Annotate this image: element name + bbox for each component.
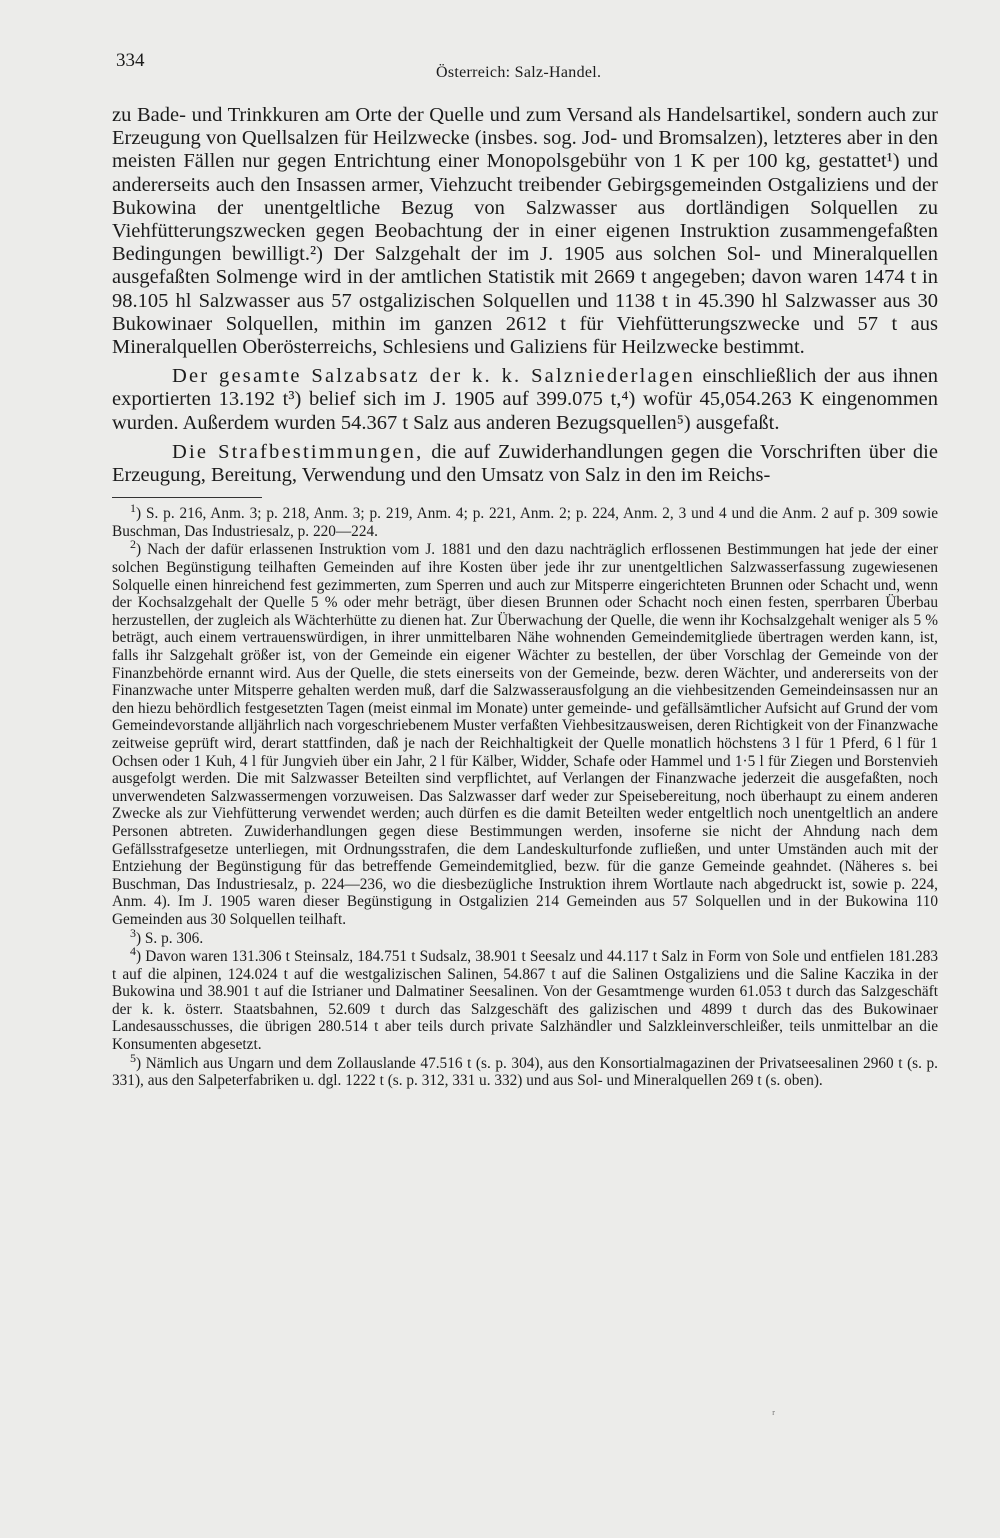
footnote-text: S. p. 306. [144,929,204,947]
footnote-marker: 2 [130,537,136,552]
footnote: $^5$) Nämlich aus Ungarn und dem Zollauslande 47.516 t (s. p. 304), aus den Konsortialmagazinen der Privatseesalinen 2960 t (s. p. 331), aus den Salpeterfabriken u. dgl. 1222 t (s. p. 312, 331 u. 332) und aus Sol- und Mineralquellen 269 t (s. oben). [112,1050,939,1090]
footnote: $^2$) Nach der dafür erlassenen Instruktion vom J. 1881 und den dazu nachträglich erflossenen Bestimmungen hat jede der einer solchen Begünstigung teilhaften Gemeinden auf ihre Kosten über jede ihr zur unentgeltlichen Salzwasserfassung zugewiesenen Solquelle einen hinreichend fest gezimmerten, zum Sperren und auch zur Mitsperre eingerichteten Brunnen oder Schacht und, wenn der Kochsalzgehalt der Quelle 5 % oder mehr beträgt, über diesen Brunnen oder Schacht noch einen festen, sperrbaren Überbau herzustellen, der zugleich als Wächterhütte zu dienen hat. Zur Überwachung der Quelle, die wenn ihr Kochsalzgehalt weniger als 5 % beträgt, auch einem vertrauenswürdigen, in ihrer unmittelbaren Nähe wohnenden Gemeindemitgliede übertragen werden kann, ist, falls ihr Salzgehalt größer ist, von der Gemeinde ein eigener Wächter zu bestellen, der über Vorschlag der Gemeinde von der Finanzbehörde ernannt wird. Aus der Quelle, die stets einerseits von der Gemeinde, bezw. deren Wächter, und andererseits von der Finanzwache unter Mitsperre gehalten werden muß, darf die Salzwasserausfolgung an die viehbesitzenden Gemeindeinsassen nur an den hiezu behördlich festgesetzten Tagen (meist einmal im Monate) unter gemeinde- und gefällsämtlicher Aufsicht auf Grund der vom Gemeindevorstande alljährlich nach vorgeschriebenem Muster verfaßten Viehbesitzausweisen, deren Richtigkeit von der Finanzwache zeitweise geprüft wird, derart stattfinden, daß je nach der Reichhaltigkeit der Quelle monatlich höchstens 3 l für 1 Pferd, 6 l für 1 Ochsen oder 1 Kuh, 4 l für Jungvieh über ein Jahr, 2 l für Kälber, Widder, Schafe oder Hammel und 1·5 l für Ziegen und Borstenvieh ausgefolgt werden. Die mit Salzwasser Beteilten sind verpflichtet, auf Verlangen der Finanzwache jederzeit die ausgefaßten, noch unverwendeten Salzwassermengen vorzuweisen. Das Salzwasser darf weder zur Speisebereitung, noch überhaupt zu einem anderen Zwecke als zur Viehfütterung verwendet werden; auch dürfen es die damit Beteilten weder entgeltlich noch unentgeltlich an andere Personen abtreten. Zuwiderhandlungen gegen diese Bestimmungen werden, insoferne sie nicht der Ahndung nach dem Gefällsstrafgesetze unterliegen, mit Ordnungsstrafen, die dem Landeskulturfonde zufließen, und unter Umständen auch mit der Entziehung der Begünstigung für das betreffende Gemeindemitglied, bezw. für die ganze Gemeinde geahndet. (Näheres s. bei Buschman, Das Industriesalz, p. 224—236, wo die diesbezügliche Instruktion ihrem Wortlaute nach abgedruckt ist, sowie p. 224, Anm. 4). Im J. 1905 waren dieser Begünstigung in Ostgalizien 214 Gemeinden aus 57 Solquellen und in der Bukowina 110 Gemeinden aus 30 Solquellen teilhaft. [112,537,938,928]
paragraph [112,441,938,487]
footnote-marker: 4 [130,944,136,958]
footnote-text: Nach der dafür erlassenen Instruktion vom J. 1881 und den dazu nachträglich erflossenen Bestimmungen hat jede der einer solchen Begünstigung teilhaften Gemeinden auf ihre Kosten über jede ihr zur unentgeltlichen Salzwasserfassung zugewiesenen Solquelle einen hinreichend fest gezimmerten, zum Sperren und auch zur Mitsperre eingerichteten Brunnen oder Schacht und, wenn der Kochsalzgehalt der Quelle 5 % oder mehr beträgt, über diesen Brunnen oder Schacht noch einen festen, sperrbaren Überbau herzustellen, der zugleich als Wächterhütte zu dienen hat. Zur Überwachung der Quelle, die wenn ihr Kochsalzgehalt weniger als 5 % beträgt, auch einem vertrauenswürdigen, in ihrer unmittelbaren Nähe wohnenden Gemeindemitgliede übertragen werden kann, ist, falls ihr Salzgehalt größer ist, von der Gemeinde ein eigener Wächter zu bestellen, der über Vorschlag der Gemeinde von der Finanzbehörde ernannt wird. Aus der Quelle, die stets einerseits von der Gemeinde, bezw. deren Wächter, und andererseits von der Finanzwache unter Mitsperre gehalten werden muß, darf die Salzwasserausfolgung an die viehbesitzenden Gemeindeinsassen nur an den hiezu behördlich festgesetzten Tagen (meist einmal im Monate) unter gemeinde- und gefällsämtlicher Aufsicht auf Grund der vom Gemeindevorstande alljährlich nach vorgeschriebenem Muster verfaßten Viehbesitzausweisen, deren Richtigkeit von der Finanzwache zeitweise geprüft wird, derart stattfinden, daß je nach der Reichhaltigkeit der Quelle monatlich höchstens 3 l für 1 Pferd, 6 l für 1 Ochsen oder 1 Kuh, 4 l für Jungvieh über ein Jahr, 2 l für Kälber, Widder, Schafe oder Hammel und 1·5 l für Ziegen und Borstenvieh ausgefolgt werden. Die mit Salzwasser Beteilten sind verpflichtet, auf Verlangen der Finanzwache jederzeit die ausgefaßten, noch unverwendeten Salzwassermengen vorzuweisen. Das Salzwasser darf weder zur Speisebereitung, noch überhaupt zu einem anderen Zwecke als zur Viehfütterung verwendet werden; auch dürfen es die damit Beteilten weder entgeltlich noch unentgeltlich an andere Personen abtreten. Zuwiderhandlungen gegen diese Bestimmungen werden, insoferne sie nicht der Ahndung nach dem Gefällsstrafgesetze unterliegen, mit Ordnungsstrafen, die dem Landeskulturfonde zufließen, und unter Umständen auch mit der Entziehung der Begünstigung für das betreffende Gemeindemitglied, bezw. für die ganze Gemeinde geahndet. (Näheres s. bei Buschman, Das Industriesalz, p. 224—236, wo die diesbezügliche Instruktion ihrem Wortlaute nach abgedruckt ist, sowie p. 224, Anm. 4). Im J. 1905 waren dieser Begünstigung in Ostgalizien 214 Gemeinden aus 57 Solquellen und in der Bukowina 110 Gemeinden aus 30 Solquellen teilhaft. [112,541,938,928]
footnote-marker: 1 [130,501,136,516]
footnote-marker: 5 [130,1050,136,1065]
footnote: $^4$) Davon waren 131.306 t Steinsalz, 184.751 t Sudsalz, 38.901 t Seesalz und 44.117 t Salz in Form von Sole und entfielen 181.283 t auf die alpinen, 124.024 t auf die westgalizischen Salinen, 54.867 t auf die Salinen Ostgaliziens und die Saline Kaczika in der Bukowina und 38.901 t auf die Istrianer und Dalmatiner Seesalinen. Von der Gesamtmenge wurden 61.053 t durch das Salzgeschäft der k. k. österr. Staatsbahnen, 52.609 t durch das Salzgeschäft des galizischen und 4899 t durch das des Bukowinaer Landesausschusses, die übrigen 280.514 t aber teils durch private Salzhändler und Salzkleinverschleißer, teils unmittelbar an die Konsumenten abgesetzt. [112,944,939,1054]
footnote-rule [112,497,262,498]
spaced-lead: Die Strafbestimmungen, [172,440,424,463]
footnote: $^3$) S. p. 306. [130,925,204,947]
paragraph-text: einschließlich der aus ihnen exportierten 13.192 t³) belief sich im J. 1905 auf 399.075 t,⁴) wofür 45,054.263 K eingenommen wurden. Außerdem wurden 54.367 t Salz aus anderen Bezugsquellen⁵) ausgefaßt. [112,365,938,434]
paragraph-text: die auf Zuwiderhandlungen gegen die Vorschriften über die Erzeugung, Bereitung, Verwendung und den Umsatz von Salz in den im Reichs- [112,440,938,487]
running-title: Österreich: Salz-Handel. [436,64,602,81]
footnote-text: S. p. 216, Anm. 3; p. 218, Anm. 3; p. 219, Anm. 4; p. 221, Anm. 2; p. 224, Anm. 2, 3 und 4 und die Anm. 2 auf p. 309 sowie Buschman, Das Industriesalz, p. 220—224. [112,505,939,540]
page-number: 334 [116,50,145,71]
footnote-marker: 3 [130,925,136,940]
page-header [112,46,938,86]
main-text [112,104,938,487]
paragraph [112,365,938,435]
footnote-text: Davon waren 131.306 t Steinsalz, 184.751 t Sudsalz, 38.901 t Seesalz und 44.117 t Salz in Form von Sole und entfielen 181.283 t auf die alpinen, 124.024 t auf die westgalizischen Salinen, 54.867 t auf die Salinen Ostgaliziens und die Saline Kaczika in der Bukowina und 38.901 t auf die Istrianer und Dalmatiner Seesalinen. Von der Gesamtmenge wurden 61.053 t durch das Salzgeschäft der k. k. österr. Staatsbahnen, 52.609 t durch das Salzgeschäft des galizischen und 4899 t durch das des Bukowinaer Landesausschusses, die übrigen 280.514 t aber teils durch private Salzhändler und Salzkleinverschleißer, teils unmittelbar an die Konsumenten abgesetzt. [112,948,939,1054]
paragraph-text: zu Bade- und Trinkkuren am Orte der Quelle und zum Versand als Handelsartikel, sondern auch zur Erzeugung von Quellsalzen für Heilzwecke (insbes. sog. Jod- und Bromsalzen), letzteres aber in den meisten Fällen nur gegen Entrichtung einer Monopolsgebühr von 1 K per 100 kg, gestattet¹) und andererseits auch den Insassen armer, Viehzucht treibender Gebirgsgemeinden Ostgaliziens und der Bukowina der unentgeltliche Bezug von Salzwasser aus dortländigen Solquellen zu Viehfütterungszwecken gegen Beobachtung der in einer eigenen Instruktion zusammengefaßten Bedingungen bewilligt.²) Der Salzgehalt der im J. 1905 aus solchen Sol- und Mineralquellen ausgefaßten Solmenge wird in der amtlichen Statistik mit 2669 t angegeben; davon waren 1474 t in 98.105 hl Salzwasser aus 57 ostgalizischen Solquellen und 1138 t in 45.390 hl Salzwasser aus 30 Bukowinaer Solquellen, mithin im ganzen 2612 t für Viehfütterungszwecke und 57 t aus Mineralquellen Oberösterreichs, Schlesiens und Galiziens für Heilzwecke bestimmt. [112,104,938,359]
paragraph [112,104,938,359]
spaced-lead: Der gesamte Salzabsatz der k. k. Salzniederlagen [172,365,695,388]
scan-mark: ʳ [772,1408,776,1423]
footnote-text: Nämlich aus Ungarn und dem Zollauslande 47.516 t (s. p. 304), aus den Konsortialmagazinen der Privatseesalinen 2960 t (s. p. 331), aus den Salpeterfabriken u. dgl. 1222 t (s. p. 312, 331 u. 332) und aus Sol- und Mineralquellen 269 t (s. oben). [112,1054,939,1090]
footnote: $^1$) S. p. 216, Anm. 3; p. 218, Anm. 3; p. 219, Anm. 4; p. 221, Anm. 2; p. 224, Anm. 2, 3 und 4 und die Anm. 2 auf p. 309 sowie Buschman, Das Industriesalz, p. 220—224. [112,501,939,540]
footnotes [112,501,939,1090]
